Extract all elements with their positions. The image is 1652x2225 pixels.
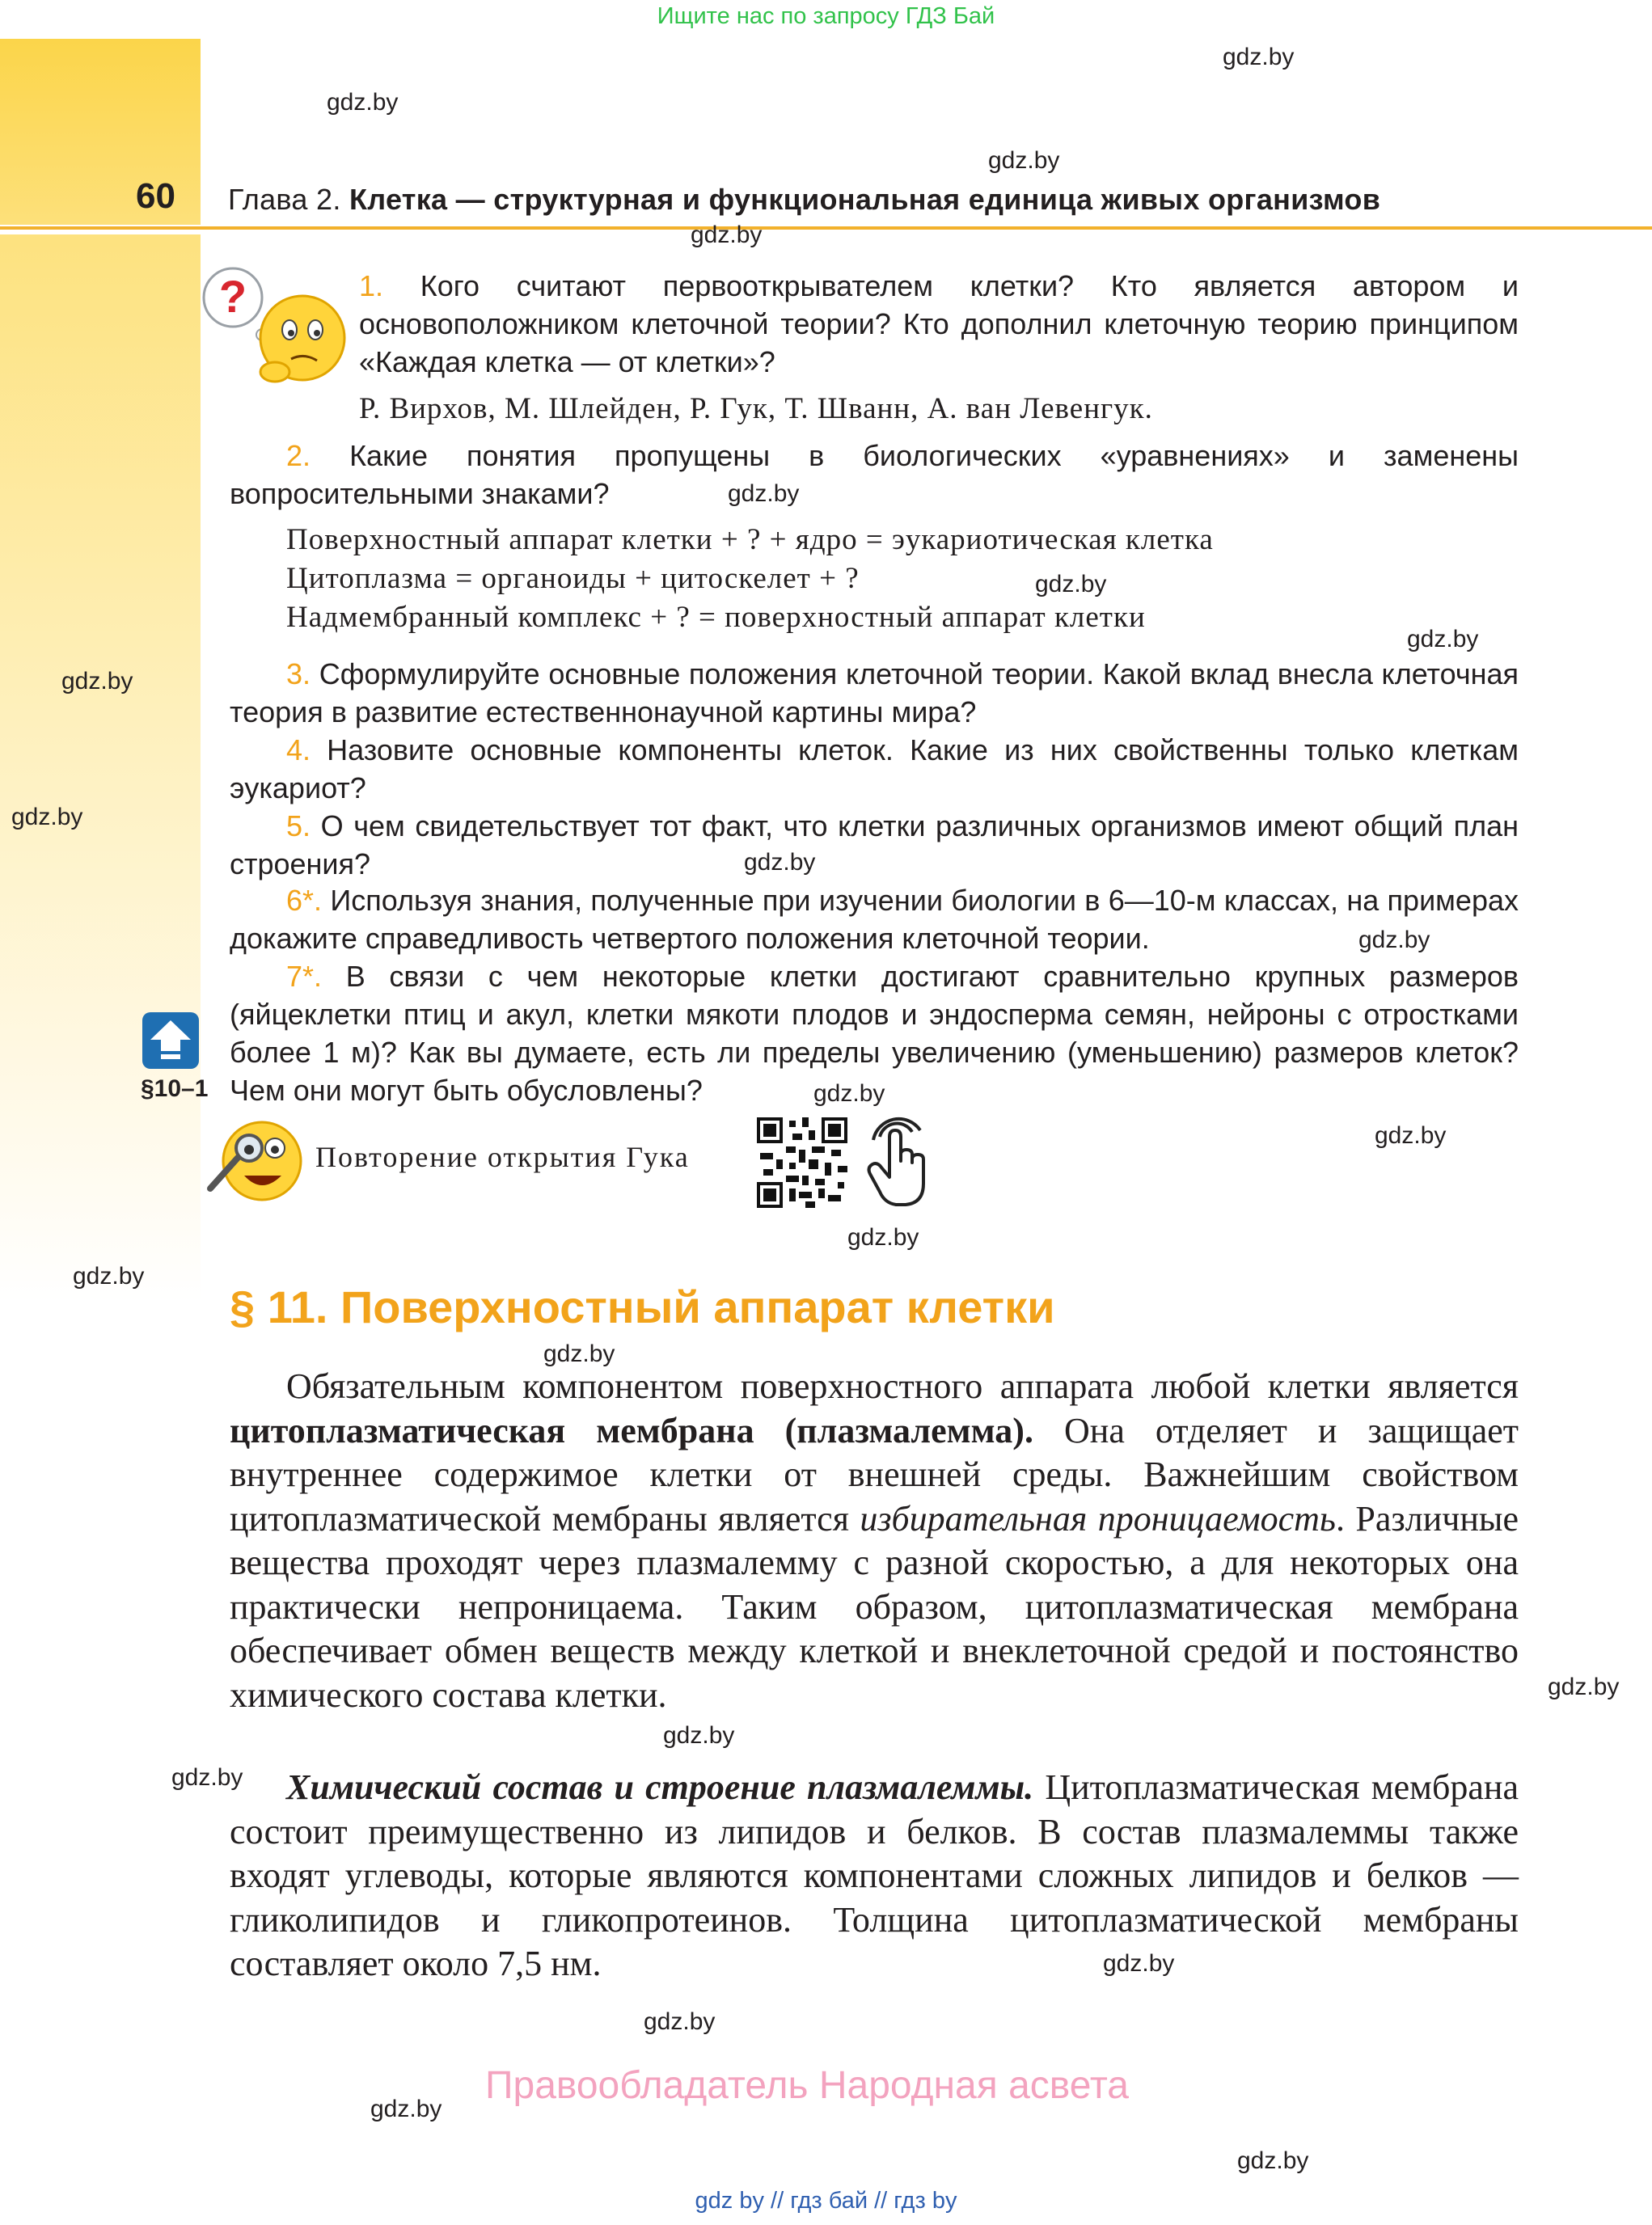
watermark: gdz.by <box>691 222 763 248</box>
equation-3: Надмембранный комплекс + ? = поверхностный аппарат клетки <box>286 601 1146 634</box>
paragraph-2 <box>230 1766 1519 1986</box>
question-number: 4. <box>286 733 311 766</box>
watermark: gdz.by <box>644 2008 716 2035</box>
chapter-title <box>228 183 1380 217</box>
qr-code-icon[interactable] <box>757 1117 847 1208</box>
question-text: О чем свидетельствует тот факт, что клетки различных организмов имеют общий план строения? <box>230 809 1519 880</box>
question-1 <box>359 267 1519 381</box>
question-4 <box>230 731 1519 807</box>
question-number: 2. <box>286 439 311 472</box>
watermark: gdz.by <box>813 1080 885 1107</box>
paragraph-1 <box>230 1365 1519 1717</box>
question-5 <box>230 807 1519 883</box>
question-7 <box>230 957 1519 1109</box>
footer-links[interactable]: gdz by // гдз бай // гдз by <box>695 2188 957 2214</box>
watermark: gdz.by <box>1407 626 1479 652</box>
hooke-link-label[interactable]: Повторение открытия Гука <box>315 1141 690 1173</box>
subheading: Химический состав и строение плазмалеммы. <box>286 1767 1034 1807</box>
question-3 <box>230 655 1519 731</box>
question-number: 5. <box>286 809 311 842</box>
question-6 <box>230 881 1519 957</box>
question-number: 6*. <box>286 884 323 917</box>
header-rule <box>0 226 1652 230</box>
watermark: gdz.by <box>327 89 399 116</box>
watermark: gdz.by <box>1035 571 1107 597</box>
equation-2: Цитоплазма = органоиды + цитоскелет + ? <box>286 562 860 595</box>
question-text: Сформулируйте основные положения клеточной теории. Какой вклад внесла клеточная теория в развитие естественнонаучной картины мира? <box>230 657 1519 728</box>
watermark: gdz.by <box>11 804 83 830</box>
question-text: Какие понятия пропущены в биологических «уравнениях» и заменены вопросительными знаками? <box>230 439 1519 510</box>
magnifier-smiley-icon <box>197 1114 311 1205</box>
watermark: gdz.by <box>1223 44 1295 70</box>
scientists-list: Р. Вирхов, М. Шлейден, Р. Гук, Т. Шванн, А. ван Левенгук. <box>359 392 1153 425</box>
section-title: § 11. Поверхностный аппарат клетки <box>230 1281 1055 1332</box>
question-number: 7*. <box>286 960 323 993</box>
page-number: 60 <box>136 176 175 216</box>
thinking-smiley-icon <box>197 260 351 390</box>
chapter-prefix: Глава 2. <box>228 183 349 216</box>
paragraph-text: Обязательным компонентом поверхностного аппарата любой клетки является <box>286 1366 1519 1406</box>
copyright-notice: Правообладатель Народная асвета <box>485 2064 1129 2107</box>
question-text: Кого считают первооткрывателем клетки? Кто является автором и основоположником клеточной теории? Кто дополнил клеточную теорию принципом «Каждая клетка — от клетки»? <box>359 269 1519 378</box>
sidebar-gradient <box>0 234 201 1302</box>
watermark: gdz.by <box>171 1764 243 1791</box>
question-text: Используя знания, полученные при изучении биологии в 6—10-м классах, на примерах докажите справедливость четвертого положения клеточной теории. <box>230 884 1519 955</box>
watermark: gdz.by <box>1237 2147 1309 2174</box>
watermark: gdz.by <box>73 1263 145 1290</box>
term-permeability: избирательная проницаемость <box>860 1498 1336 1539</box>
touch-hand-icon <box>860 1112 933 1208</box>
term-plasmalemma: цитоплазматическая мембрана (плазмалемма). <box>230 1410 1033 1450</box>
watermark: gdz.by <box>1103 1950 1175 1977</box>
watermark: gdz.by <box>1375 1122 1447 1149</box>
watermark: gdz.by <box>728 480 800 507</box>
top-banner[interactable]: Ищите нас по запросу ГДЗ Бай <box>657 3 995 29</box>
question-text: Назовите основные компоненты клеток. Какие из них свойственны только клеткам эукариот? <box>230 733 1519 804</box>
equation-1: Поверхностный аппарат клетки + ? + ядро = эукариотическая клетка <box>286 523 1214 556</box>
question-number: 1. <box>359 269 384 302</box>
question-2 <box>230 437 1519 513</box>
chapter-name: Клетка — структурная и функциональная единица живых организмов <box>349 183 1381 216</box>
svg-text:?: ? <box>218 271 247 322</box>
paragraph-text: Она отделяет и защищает внутреннее содержимое клетки от внешней среды. Важнейшим свойством цитоплазматической мембраны является <box>230 1410 1519 1539</box>
home-arrow-icon[interactable] <box>141 1011 201 1070</box>
question-text: В связи с чем некоторые клетки достигают сравнительно крупных размеров (яйцеклетки птиц и акул, клетки мякоти плодов и эндосперма семян, нейроны с отростками более 1 м)? Как вы думаете, есть ли пределы увеличению (уменьшению) размеров клеток? Чем они могут быть обусловлены? <box>230 960 1519 1107</box>
watermark: gdz.by <box>543 1340 615 1367</box>
reference-label: §10–1 <box>141 1075 209 1102</box>
watermark: gdz.by <box>847 1224 919 1251</box>
watermark: gdz.by <box>744 849 816 876</box>
paragraph-text: Цитоплазматическая мембрана состоит преимущественно из липидов и белков. В состав плазмалеммы также входят углеводы, которые являются компонентами сложных липидов и белков — гликолипидов и гликопротеинов. Толщина цитоплазматической мембраны составляет около 7,5 нм. <box>230 1767 1519 1983</box>
watermark: gdz.by <box>1548 1674 1620 1700</box>
watermark: gdz.by <box>663 1722 735 1749</box>
paragraph-text: . Различные вещества проходят через плазмалемму с разной скоростью, а для некоторых она практически непроницаема. Таким образом, цитоплазматическая мембрана обеспечивает обмен веществ между клеткой и внеклеточной средой и постоянство химического состава клетки. <box>230 1498 1519 1715</box>
watermark: gdz.by <box>988 147 1060 174</box>
watermark: gdz.by <box>370 2096 442 2122</box>
question-number: 3. <box>286 657 311 690</box>
watermark: gdz.by <box>61 668 133 695</box>
watermark: gdz.by <box>1358 927 1430 953</box>
